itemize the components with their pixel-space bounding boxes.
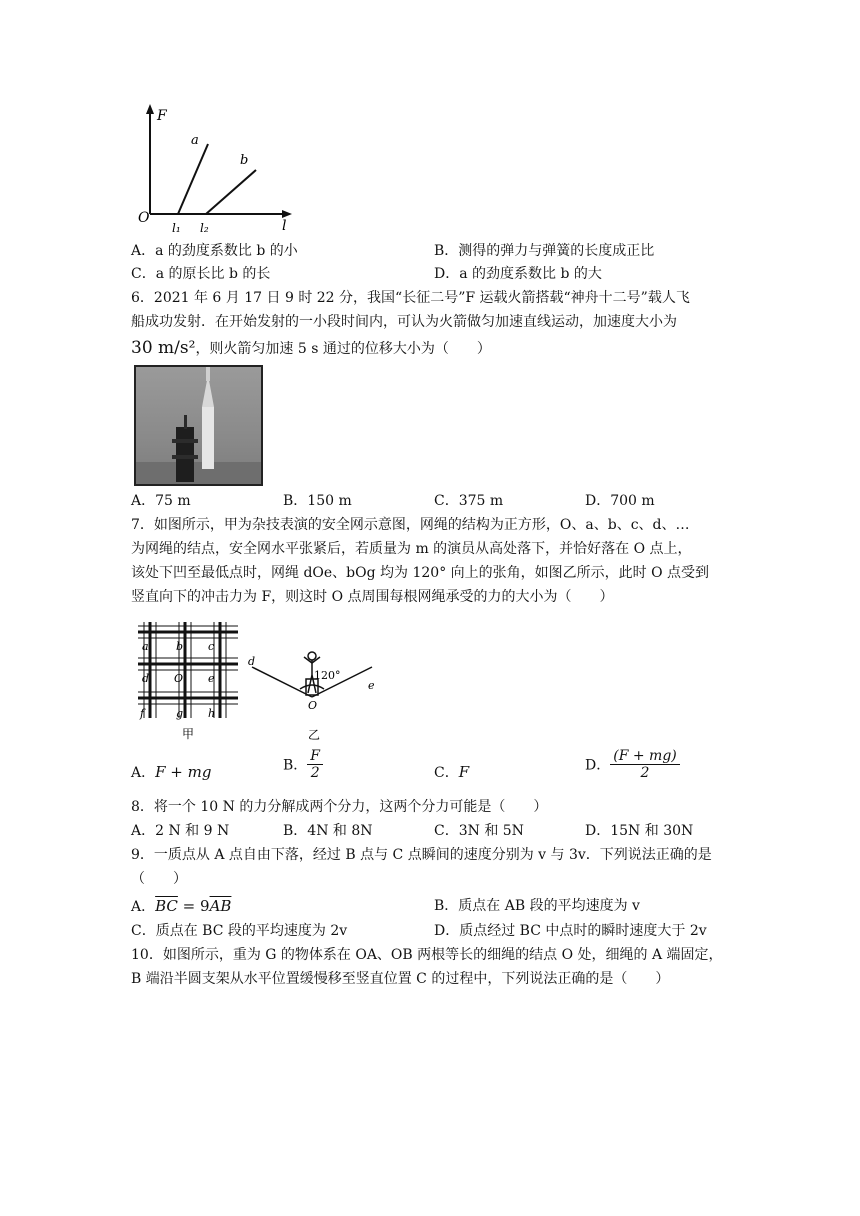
graph-y-label: F [157,108,167,124]
q5-option-c[interactable]: C．a 的原长比 b 的长 [131,266,271,282]
net-label-a: a [142,640,149,653]
q5-option-b[interactable]: B．测得的弹力与弹簧的长度成正比 [434,243,655,259]
q8-option-c[interactable]: C．3N 和 5N [434,823,524,839]
q8-stem: 8．将一个 10 N 的力分解成两个分力，这两个分力可能是（ ） [131,799,548,815]
q8-option-b[interactable]: B．4N 和 8N [283,823,373,839]
q9-option-a-label: A． [131,899,156,915]
q9-option-a-ab: $\overline{AB}$ [209,897,232,915]
net-label-c: c [208,640,215,653]
q7-option-c-label: C． [434,765,459,781]
q7-option-c-text: F [458,763,470,781]
q7-stem-line3: 该处下凹至最低点时，网绳 dOe、bOg 均为 120° 向上的张角，如图乙所示，此时 O 点受到 [131,565,710,581]
yi-label-o: O [308,699,318,712]
net-figure-yi [246,645,386,745]
yi-angle: 120° [314,669,341,682]
graph-line-a: a [191,133,199,148]
graph-x-label: l [282,218,287,234]
rocket-photo [134,365,263,486]
yi-label-d: d [248,655,256,668]
q7-stem-line2: 为网绳的结点，安全网水平张紧后，若质量为 m 的演员从高处落下，并恰好落在 O 点上， [131,541,692,557]
net-label-b: b [176,640,184,653]
q9-option-a-mid: = 9 [177,897,210,915]
q7-option-d-den: 2 [640,765,650,781]
graph-tick-l1: l₁ [172,221,181,235]
q7-option-d-label: D． [585,757,611,774]
q6-accel: 30 m/s² [131,338,196,358]
q7-option-d[interactable] [585,748,680,781]
q9-option-c[interactable]: C．质点在 BC 段的平均速度为 2v [131,923,348,939]
q10-stem-line1: 10．如图所示，重为 G 的物体系在 OA、OB 两根等长的细绳的结点 O 处，细绳的 A 端固定， [131,947,723,963]
q7-option-a-label: A． [131,765,156,781]
q7-option-a-text: F + mg [155,763,212,781]
net-label-g: g [176,707,184,720]
q9-option-d[interactable]: D．质点经过 BC 中点时的瞬时速度大于 2v [434,923,707,939]
q6-option-d[interactable]: D．700 m [585,493,655,509]
graph-tick-l2: l₂ [200,221,209,235]
net-caption-jia: 甲 [182,727,195,741]
q6-stem-line1: 6．2021 年 6 月 17 日 9 时 22 分，我国“长征二号”F 运载火箭搭载“神舟十二号”载人飞 [131,290,690,306]
q7-stem-line1: 7．如图所示，甲为杂技表演的安全网示意图，网绳的结构为正方形，O、a、b、c、d、… [131,517,690,533]
q6-stem-line3 [131,338,491,359]
q7-stem-line4: 竖直向下的冲击力为 F，则这时 O 点周围每根网绳承受的力的大小为（ ） [131,589,614,605]
q7-option-b[interactable] [283,748,323,781]
graph-line-b: b [240,153,249,168]
net-label-h: h [208,707,216,720]
q9-stem-line1: 9．一质点从 A 点自由下落，经过 B 点与 C 点瞬间的速度分别为 v 与 3v．下列说法正确的是 [131,847,712,863]
yi-caption: 乙 [308,728,321,742]
q7-option-a[interactable] [131,762,211,783]
q7-option-b-label: B． [283,757,308,774]
yi-label-e: e [368,679,375,692]
q7-option-c[interactable] [434,762,469,783]
q5-option-a[interactable]: A．a 的劲度系数比 b 的小 [131,243,298,259]
net-label-d: d [142,672,150,685]
q7-option-b-den: 2 [310,765,320,781]
net-label-o: O [174,672,184,685]
q7-option-d-num: (F + mg) [610,748,680,765]
q6-stem-line2: 船成功发射．在开始发射的一小段时间内，可认为火箭做匀加速直线运动，加速度大小为 [131,314,677,330]
q6-option-a[interactable]: A．75 m [131,493,191,509]
net-label-e: e [208,672,215,685]
q5-option-d[interactable]: D．a 的劲度系数比 b 的大 [434,266,602,282]
q10-stem-line2: B 端沿半圆支架从水平位置缓慢移至竖直位置 C 的过程中，下列说法正确的是（ ） [131,971,670,987]
graph-origin: O [138,210,150,226]
q8-option-a[interactable]: A．2 N 和 9 N [131,823,230,839]
spring-graph [136,102,296,237]
q6-option-b[interactable]: B．150 m [283,493,352,509]
q7-option-b-num: F [307,748,323,765]
net-figure-jia [138,622,248,742]
q9-option-a-bc: $\overline{BC}$ [155,897,178,915]
q6-stem-end: ，则火箭匀加速 5 s 通过的位移大小为（ ） [195,341,491,357]
q9-stem-line2: （ ） [131,871,187,887]
q9-option-b[interactable]: B．质点在 AB 段的平均速度为 v [434,898,640,914]
q6-option-c[interactable]: C．375 m [434,493,504,509]
q9-option-a[interactable] [131,896,231,917]
net-label-f: f [140,707,145,720]
q8-option-d[interactable]: D．15N 和 30N [585,823,694,839]
